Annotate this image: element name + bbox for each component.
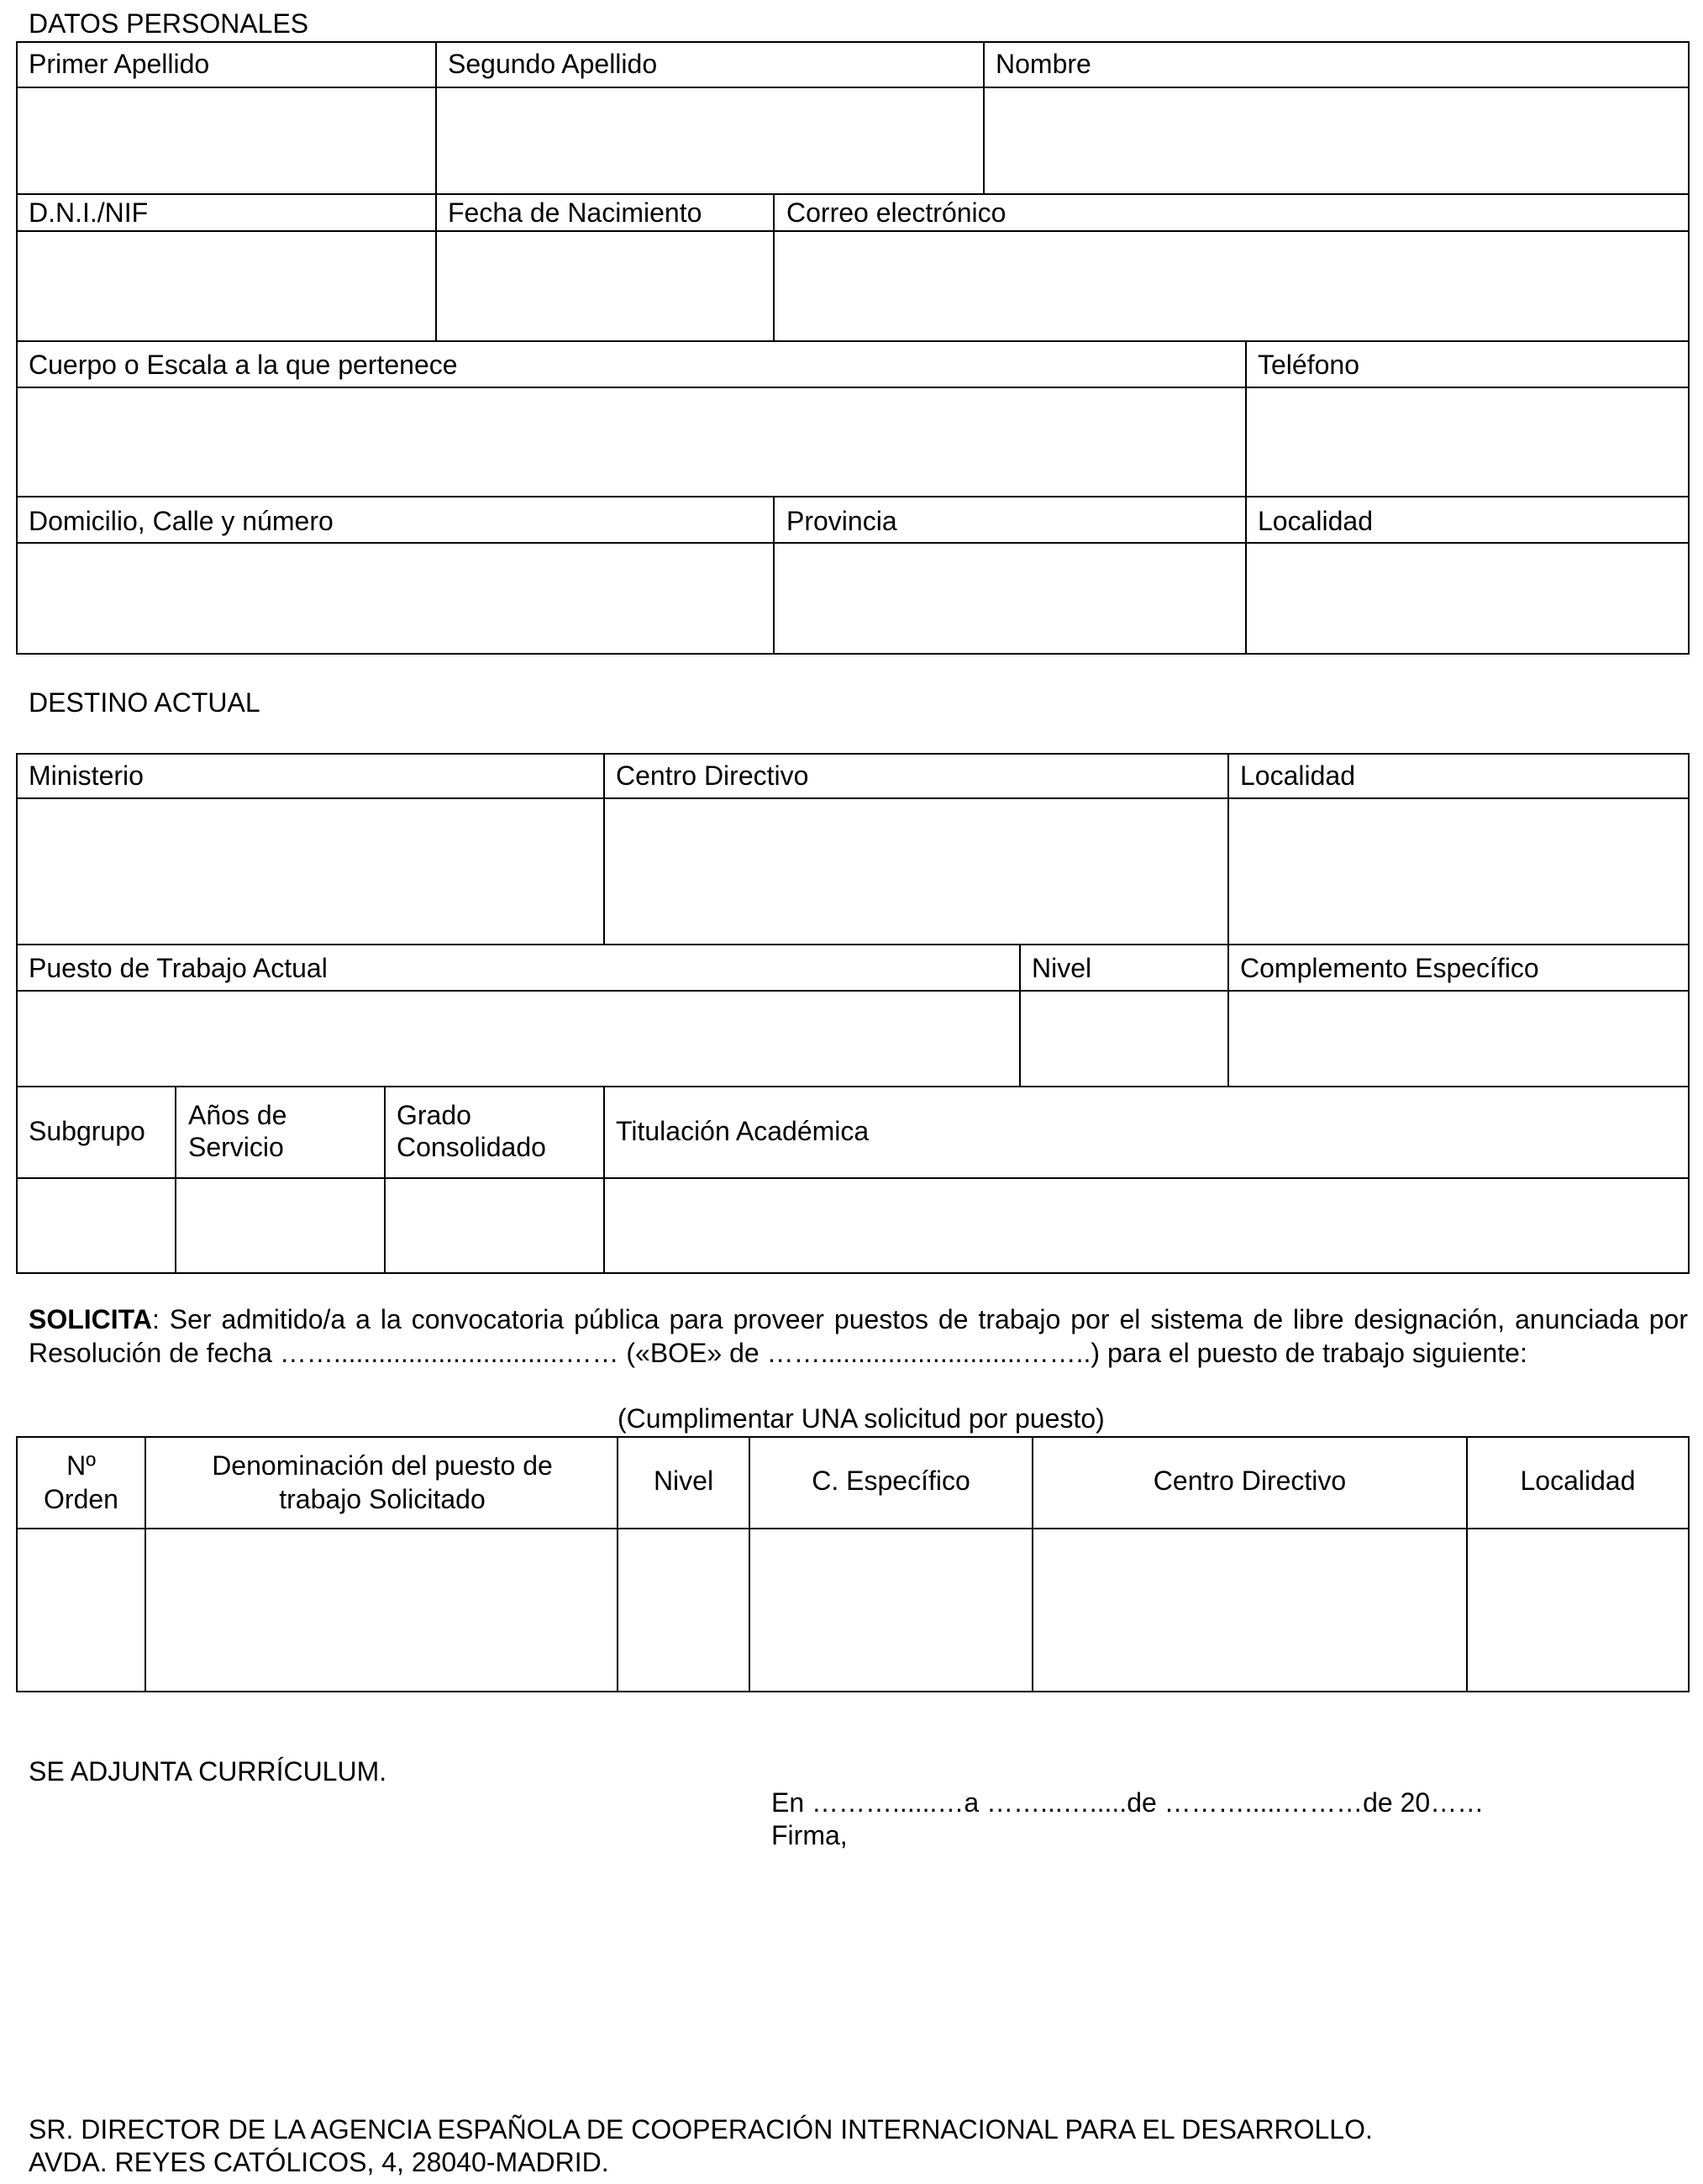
label-subgrupo: Subgrupo [29,1116,145,1146]
label-correo: Correo electrónico [786,197,1007,228]
header-nivel: Nivel [653,1466,714,1496]
header-denominacion: Denominación del puesto de trabajo Solicitado [212,1450,553,1514]
label-centro-directivo: Centro Directivo [616,760,809,791]
label-titulacion: Titulación Académica [616,1116,870,1146]
label-primer-apellido: Primer Apellido [29,49,210,79]
input-puesto-actual[interactable] [18,992,1019,1086]
input-n-orden[interactable] [18,1529,145,1691]
label-anos-servicio-2: Servicio [188,1132,284,1162]
adjunta-curriculum: SE ADJUNTA CURRÍCULUM. [29,1756,387,1787]
label-segundo-apellido: Segundo Apellido [448,49,658,79]
input-cuerpo[interactable] [18,388,1245,496]
input-provincia[interactable] [775,544,1245,653]
label-grado-1: Grado [397,1100,471,1130]
input-localidad[interactable] [1247,544,1688,653]
label-nivel: Nivel [1032,953,1092,983]
input-telefono[interactable] [1247,388,1688,496]
label-provincia: Provincia [786,506,897,536]
section-title-destino: DESTINO ACTUAL [29,687,260,718]
input-nivel-solicitado[interactable] [618,1529,749,1691]
input-denominacion[interactable] [146,1529,617,1691]
input-dni[interactable] [18,232,435,340]
solicita-text: : Ser admitido/a a la convocatoria pública para proveer puestos de trabajo por el sistema de libre designación, anunciada por Resolución de fecha ……...............................…… («BOE» de ……...........................……..) para el puesto de trabajo siguiente: [29,1304,1688,1368]
input-correo[interactable] [775,232,1688,340]
input-domicilio[interactable] [18,544,773,653]
label-fecha-nacimiento: Fecha de Nacimiento [448,197,702,228]
input-ministerio[interactable] [18,799,603,944]
row-divider [16,944,1690,945]
label-dni: D.N.I./NIF [29,197,149,228]
label-localidad: Localidad [1258,506,1373,536]
input-titulacion[interactable] [605,1179,1688,1272]
solicita-label: SOLICITA [29,1304,152,1334]
input-centro-directivo[interactable] [605,799,1227,944]
label-cuerpo: Cuerpo o Escala a la que pertenece [29,350,458,380]
label-puesto-actual: Puesto de Trabajo Actual [29,953,328,983]
label-ministerio: Ministerio [29,760,144,791]
input-primer-apellido[interactable] [18,88,435,193]
label-nombre: Nombre [996,49,1091,79]
row-divider [16,1086,1690,1087]
label-grado-2: Consolidado [397,1132,546,1162]
input-centro-directivo-solicitado[interactable] [1033,1529,1466,1691]
header-centro-directivo: Centro Directivo [1153,1466,1347,1496]
input-complemento[interactable] [1229,992,1688,1086]
label-telefono: Teléfono [1258,350,1359,380]
input-localidad-destino[interactable] [1229,799,1688,944]
input-localidad-solicitado[interactable] [1468,1529,1688,1691]
input-fecha-nacimiento[interactable] [437,232,773,340]
input-subgrupo[interactable] [18,1179,175,1272]
input-c-especifico[interactable] [750,1529,1032,1691]
fecha-line: En ………......…a ……...….....de ……….....………de 20…… [771,1787,1485,1818]
firma-label: Firma, [771,1820,848,1850]
label-localidad-destino: Localidad [1240,760,1355,791]
input-segundo-apellido[interactable] [437,88,983,193]
row-divider [16,340,1690,342]
solicita-paragraph [29,1303,1688,1370]
header-localidad: Localidad [1520,1466,1636,1496]
input-anos-servicio[interactable] [176,1179,384,1272]
input-nombre[interactable] [985,88,1688,193]
destinatario-line-1: SR. DIRECTOR DE LA AGENCIA ESPAÑOLA DE COOPERACIÓN INTERNACIONAL PARA EL DESARROLLO. [29,2114,1373,2145]
destinatario-line-2: AVDA. REYES CATÓLICOS, 4, 28040-MADRID. [29,2147,609,2177]
row-divider [16,193,1690,195]
nota-una-solicitud: (Cumplimentar UNA solicitud por puesto) [618,1403,1105,1434]
header-c-especifico: C. Específico [812,1466,970,1496]
label-complemento: Complemento Específico [1240,953,1539,983]
label-anos-servicio-1: Años de [188,1100,287,1130]
header-n-orden: Nº Orden [44,1450,118,1514]
input-grado[interactable] [386,1179,603,1272]
input-nivel[interactable] [1021,992,1227,1086]
section-title-personal: DATOS PERSONALES [29,8,309,39]
row-divider [16,496,1690,497]
label-domicilio: Domicilio, Calle y número [29,506,334,536]
